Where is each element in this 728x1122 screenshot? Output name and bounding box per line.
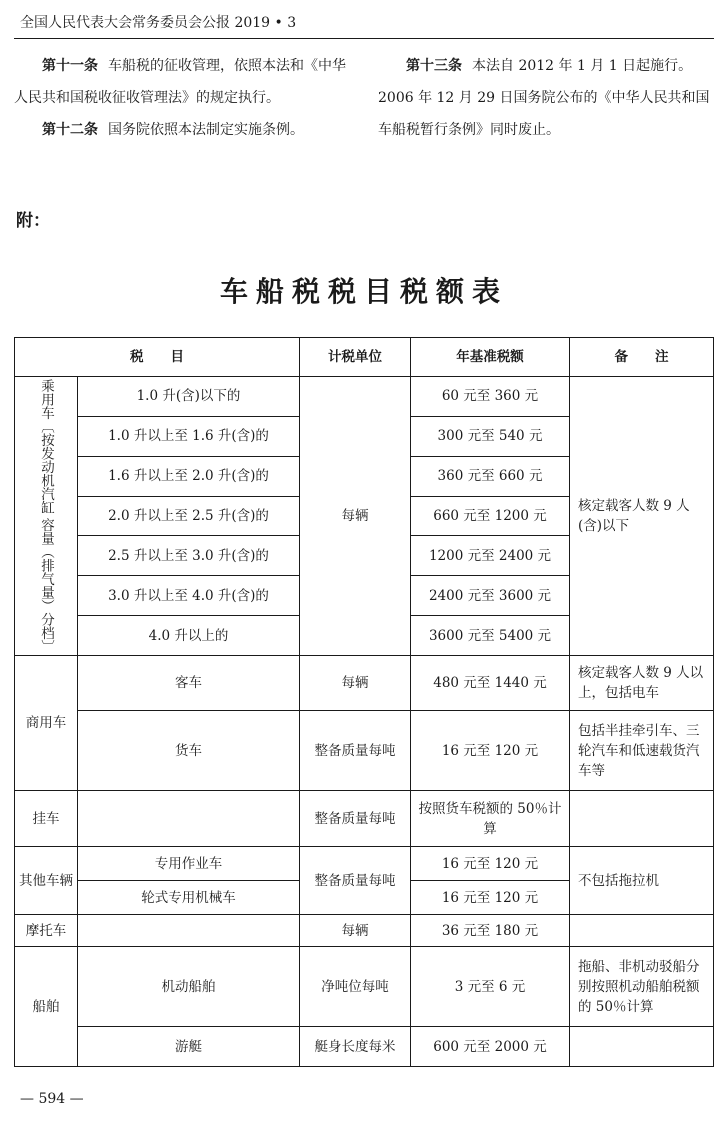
displacement-range: 4.0 升以上的 [78, 616, 300, 656]
trailer-unit: 整备质量每吨 [300, 791, 411, 847]
passenger-rate: 3600 元至 5400 元 [411, 616, 570, 656]
article-13 [378, 50, 716, 82]
truck-rate: 16 元至 120 元 [411, 711, 570, 791]
motorcycle-name-empty [78, 915, 300, 947]
motorcycle-label: 摩托车 [15, 915, 78, 947]
displacement-range: 1.6 升以上至 2.0 升(含)的 [78, 456, 300, 496]
passenger-car-label [15, 377, 78, 656]
left-column [14, 50, 354, 146]
table-header-row [15, 338, 714, 377]
table-title: 车船税税目税额表 [219, 275, 508, 308]
page-header: 全国人民代表大会常务委员会公报 2019 • 3 [20, 15, 297, 31]
trailer-label: 挂车 [15, 791, 78, 847]
yacht-name: 游艇 [78, 1027, 300, 1067]
truck-name: 货车 [78, 711, 300, 791]
header-unit: 计税单位 [300, 338, 411, 377]
article-13-text: 本法自 2012 年 1 月 1 日起施行。 [472, 58, 693, 74]
bus-rate: 480 元至 1440 元 [411, 656, 570, 711]
other-vehicles-unit: 整备质量每吨 [300, 847, 411, 915]
header-rate: 年基准税额 [411, 338, 570, 377]
passenger-remark: 核定载客人数 9 人(含)以下 [570, 377, 714, 656]
article-11 [14, 50, 354, 114]
appendix-label: 附： [16, 211, 50, 231]
passenger-rate: 300 元至 540 元 [411, 416, 570, 456]
other-vehicle-rate: 16 元至 120 元 [411, 881, 570, 915]
other-vehicles-remark: 不包括拖拉机 [570, 847, 714, 915]
passenger-rate: 1200 元至 2400 元 [411, 536, 570, 576]
table-row [15, 915, 714, 947]
vessels-label: 船舶 [15, 947, 78, 1067]
tax-rate-table [14, 337, 714, 1067]
displacement-range: 3.0 升以上至 4.0 升(含)的 [78, 576, 300, 616]
table-row [15, 711, 714, 791]
bus-unit: 每辆 [300, 656, 411, 711]
displacement-range: 2.0 升以上至 2.5 升(含)的 [78, 496, 300, 536]
passenger-rate: 660 元至 1200 元 [411, 496, 570, 536]
displacement-range: 2.5 升以上至 3.0 升(含)的 [78, 536, 300, 576]
right-column [378, 50, 716, 146]
other-vehicle-name: 轮式专用机械车 [78, 881, 300, 915]
bus-remark: 核定载客人数 9 人以上，包括电车 [570, 656, 714, 711]
table-row [15, 656, 714, 711]
table-row [15, 791, 714, 847]
trailer-remark-empty [570, 791, 714, 847]
yacht-unit: 艇身长度每米 [300, 1027, 411, 1067]
other-vehicle-rate: 16 元至 120 元 [411, 847, 570, 881]
header-item: 税 目 [15, 338, 300, 377]
passenger-rate: 2400 元至 3600 元 [411, 576, 570, 616]
passenger-car-label-b: 容量（排气量）分档〕 [38, 518, 54, 653]
article-11-text: 车船税的征收管理，依照本法和《中华人民共和国税收征收管理法》的规定执行。 [14, 58, 346, 106]
header-remark: 备 注 [570, 338, 714, 377]
article-12-text: 国务院依照本法制定实施条例。 [108, 122, 304, 138]
displacement-range: 1.0 升以上至 1.6 升(含)的 [78, 416, 300, 456]
trailer-rate: 按照货车税额的 50％计算 [411, 791, 570, 847]
article-13-continued: 2006 年 12 月 29 日国务院公布的《中华人民共和国车船税暂行条例》同时废止。 [378, 90, 710, 138]
motorcycle-unit: 每辆 [300, 915, 411, 947]
table-row [15, 377, 714, 417]
other-vehicle-name: 专用作业车 [78, 847, 300, 881]
truck-remark: 包括半挂牵引车、三轮汽车和低速载货汽车等 [570, 711, 714, 791]
commercial-label: 商用车 [15, 656, 78, 791]
trailer-name-empty [78, 791, 300, 847]
passenger-unit: 每辆 [300, 377, 411, 656]
article-12-label: 第十二条 [42, 122, 98, 138]
article-12 [14, 114, 354, 146]
motorcycle-remark-empty [570, 915, 714, 947]
yacht-remark-empty [570, 1027, 714, 1067]
table-row [15, 1027, 714, 1067]
other-vehicles-label: 其他车辆 [15, 847, 78, 915]
yacht-rate: 600 元至 2000 元 [411, 1027, 570, 1067]
motor-vessel-unit: 净吨位每吨 [300, 947, 411, 1027]
passenger-car-label-a: 乘用车〔按发动机汽缸 [38, 379, 54, 514]
table-row [15, 847, 714, 881]
passenger-rate: 360 元至 660 元 [411, 456, 570, 496]
article-11-label: 第十一条 [42, 58, 98, 74]
truck-unit: 整备质量每吨 [300, 711, 411, 791]
passenger-rate: 60 元至 360 元 [411, 377, 570, 417]
bus-name: 客车 [78, 656, 300, 711]
motor-vessel-rate: 3 元至 6 元 [411, 947, 570, 1027]
displacement-range: 1.0 升(含)以下的 [78, 377, 300, 417]
motorcycle-rate: 36 元至 180 元 [411, 915, 570, 947]
article-13-label: 第十三条 [406, 58, 462, 74]
motor-vessel-name: 机动船舶 [78, 947, 300, 1027]
page-number: — 594 — [20, 1091, 84, 1107]
table-row [15, 947, 714, 1027]
motor-vessel-remark: 拖船、非机动驳船分别按照机动船舶税额的 50％计算 [570, 947, 714, 1027]
header-rule [14, 38, 714, 39]
